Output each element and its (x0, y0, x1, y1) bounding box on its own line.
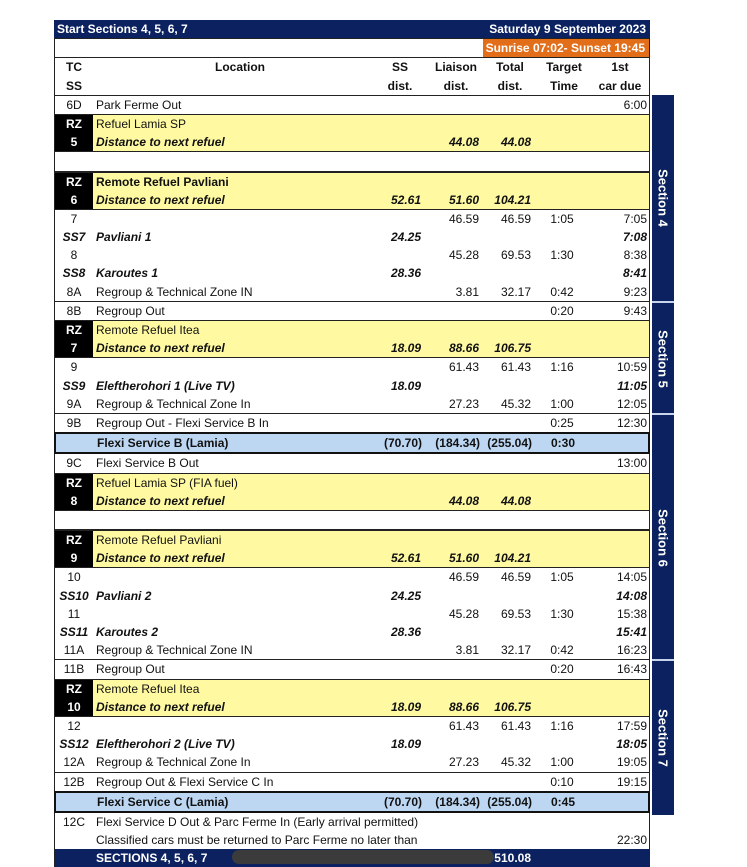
cell-tc: 9C (66, 456, 82, 471)
cell-due: 22:30 (616, 833, 647, 848)
cell-ss (377, 641, 421, 659)
cell-tot (485, 302, 531, 320)
cell-ss: (70.70) (383, 436, 422, 451)
cell-loc: Flexi Service C (Lamia) (97, 794, 229, 809)
cell-tc: 6D (66, 97, 82, 112)
cell-ss (377, 813, 421, 831)
cell-loc: Remote Refuel Itea (96, 323, 200, 337)
table-row (54, 454, 650, 472)
cell-tot: (255.04) (487, 794, 532, 809)
cell-tgt: 0:30 (550, 436, 576, 451)
cell-ss (377, 773, 421, 791)
cell-li: 88.66 (448, 699, 479, 714)
cell-ss (377, 210, 421, 228)
cell-li (429, 813, 479, 831)
cell-tgt: 1:00 (550, 755, 574, 770)
cell-due: 13:00 (616, 456, 647, 471)
cell-tc: 8A (66, 284, 82, 299)
cell-tot (485, 96, 531, 114)
cell-loc: Distance to next refuel (96, 551, 225, 566)
header-total: Total (496, 60, 524, 75)
section-label-text: Section 4 (655, 168, 671, 227)
refuel-row (54, 191, 650, 210)
table-row (54, 283, 650, 301)
cell-loc: Flexi Service B (Lamia) (97, 436, 229, 451)
table-row (54, 152, 650, 171)
cell-loc: Classified cars must be returned to Parc Ferme no later than (96, 833, 418, 848)
cell-tc: 9B (66, 415, 82, 430)
cell-tgt: 0:10 (550, 774, 574, 789)
cell-ss (377, 605, 421, 623)
cell-tgt (541, 813, 583, 831)
cell-tc: 11B (63, 662, 85, 677)
cell-li: 46.59 (448, 570, 479, 585)
cell-loc: Distance to next refuel (96, 192, 225, 207)
stage-row (54, 623, 650, 641)
cell-due: 14:05 (616, 570, 647, 585)
cell-tc: 5 (55, 133, 93, 151)
cell-tc: 7 (55, 339, 93, 357)
cell-due: 16:23 (616, 643, 647, 658)
cell-tc: SS8 (62, 266, 86, 281)
table-row (54, 568, 650, 586)
cell-tc: 9 (55, 549, 93, 567)
cell-tc: RZ (55, 531, 93, 549)
cell-tgt: 0:42 (550, 284, 574, 299)
cell-tc: SS11 (59, 625, 89, 639)
column-header-row-2 (54, 77, 650, 95)
cell-loc: Eleftherohori 1 (Live TV) (96, 378, 235, 393)
table-row (54, 358, 650, 376)
cell-due: 18:05 (616, 737, 647, 752)
flexi-service-row (54, 432, 650, 454)
cell-loc: Remote Refuel Pavliani (96, 533, 222, 548)
cell-tgt: 1:30 (550, 606, 574, 621)
cell-due: 17:59 (616, 718, 647, 733)
cell-loc: Flexi Service B Out (96, 456, 199, 471)
cell-li: 45.28 (448, 606, 479, 621)
refuel-row (54, 320, 650, 339)
cell-tot: 69.53 (500, 606, 531, 621)
cell-tc: RZ (55, 115, 93, 133)
table-row (54, 210, 650, 228)
cell-ss (377, 358, 421, 376)
section-label-6 (652, 413, 674, 661)
cell-tgt: 0:20 (550, 303, 574, 318)
cell-tc: 11 (67, 606, 81, 621)
cell-loc: Regroup Out & Flexi Service C In (96, 774, 274, 789)
cell-tot (485, 454, 531, 472)
table-row (54, 301, 650, 320)
cell-tc: 12 (67, 718, 81, 733)
cell-tot: 104.21 (494, 192, 531, 207)
cell-li (429, 414, 479, 432)
refuel-row (54, 549, 650, 568)
cell-tc: RZ (55, 680, 93, 698)
cell-ss (377, 454, 421, 472)
cell-loc: Karoutes 2 (96, 625, 159, 639)
cell-tc: 6 (55, 191, 93, 209)
cell-due: 19:05 (616, 755, 647, 770)
cell-tc: SS9 (62, 378, 86, 393)
refuel-row (54, 679, 650, 698)
cell-li: 27.23 (448, 396, 479, 411)
cell-li: 44.08 (448, 493, 479, 508)
cell-ss (377, 133, 421, 151)
cell-tot: 44.08 (500, 493, 531, 508)
cell-li (429, 831, 479, 849)
cell-tc: 10 (67, 570, 81, 585)
cell-li (429, 302, 479, 320)
table-row (54, 659, 650, 678)
cell-due: 15:41 (616, 625, 647, 639)
cell-tot: 510.08 (494, 851, 531, 866)
cell-loc: Regroup Out (96, 662, 165, 677)
cell-loc: SECTIONS 4, 5, 6, 7 (96, 851, 208, 866)
cell-tot: 69.53 (500, 248, 531, 263)
cell-tc: 12A (63, 755, 85, 770)
cell-due: 12:30 (616, 415, 647, 430)
event-date: Saturday 9 September 2023 (489, 22, 646, 36)
cell-tgt (541, 454, 583, 472)
cell-loc: Remote Refuel Itea (96, 681, 200, 696)
header-total-dist: dist. (497, 78, 523, 93)
cell-due: 6:00 (623, 97, 647, 112)
refuel-row (54, 133, 650, 152)
cell-tot: 46.59 (500, 570, 531, 585)
cell-li: 61.43 (448, 360, 479, 375)
cell-ss (377, 414, 421, 432)
cell-ss: 18.09 (390, 699, 421, 714)
cell-due: 14:08 (616, 588, 647, 603)
cell-due: 7:05 (623, 211, 647, 226)
cell-tgt: 1:00 (550, 396, 574, 411)
cell-tot: (255.04) (487, 436, 532, 451)
cell-tc: SS7 (62, 230, 86, 245)
cell-ss (377, 492, 421, 510)
cell-ss: 18.09 (390, 737, 421, 752)
cell-tc: RZ (55, 173, 93, 191)
cell-loc (96, 358, 386, 376)
cell-tgt: 1:16 (550, 718, 574, 733)
cell-ss (377, 717, 421, 735)
cell-tc (55, 831, 93, 849)
table-row (54, 246, 650, 264)
cell-loc: Regroup & Technical Zone IN (96, 643, 253, 658)
cell-ss (377, 568, 421, 586)
table-row (54, 831, 650, 849)
table-row (54, 813, 650, 831)
cell-li: 45.28 (448, 248, 479, 263)
cell-due: 7:08 (622, 230, 647, 245)
cell-loc: Distance to next refuel (96, 135, 225, 150)
cell-tgt: 1:05 (550, 211, 574, 226)
flexi-service-row (54, 791, 650, 813)
section-label-5 (652, 301, 674, 415)
cell-due: 12:05 (616, 396, 647, 411)
cell-due: 10:59 (616, 360, 647, 375)
cell-tc: 11A (63, 643, 85, 658)
header-ss: SS (391, 60, 408, 75)
cell-due: 9:23 (623, 284, 647, 299)
refuel-row (54, 530, 650, 549)
cell-tot: 32.17 (500, 643, 531, 658)
cell-tot: 61.43 (500, 360, 531, 375)
refuel-row (54, 698, 650, 717)
cell-loc (96, 605, 386, 623)
cell-ss: 52.61 (390, 551, 421, 566)
cell-loc: Pavliani 1 (96, 230, 152, 245)
table-row (54, 641, 650, 659)
stage-row (54, 377, 650, 395)
cell-loc (96, 568, 386, 586)
cell-loc: Distance to next refuel (96, 493, 225, 508)
cell-tot: 46.59 (500, 211, 531, 226)
cell-tot: 44.08 (500, 135, 531, 150)
cell-loc (96, 246, 386, 264)
cell-tc: 12C (62, 814, 85, 829)
cell-li: 27.23 (448, 755, 479, 770)
cell-tc (55, 849, 93, 867)
cell-ss: 28.36 (390, 266, 421, 281)
cell-ss: 18.09 (390, 378, 421, 393)
section-label-text: Section 5 (655, 329, 671, 388)
cell-tgt: 0:25 (550, 415, 574, 430)
cell-tgt (541, 96, 583, 114)
refuel-row (54, 172, 650, 191)
cell-ss: 24.25 (390, 230, 421, 245)
cell-tc (56, 434, 94, 452)
refuel-row (54, 492, 650, 511)
stage-row (54, 735, 650, 753)
cell-ss: 28.36 (390, 625, 421, 639)
title-bar (54, 20, 650, 38)
table-row (54, 753, 650, 771)
section-label-4 (652, 95, 674, 301)
cell-due (591, 813, 647, 831)
stage-row (54, 587, 650, 605)
cell-li: 44.08 (448, 135, 479, 150)
cell-tot (485, 660, 531, 678)
header-ss-dist: dist. (387, 78, 413, 93)
cell-ss: 18.09 (390, 341, 421, 356)
cell-tot (485, 773, 531, 791)
header-target-time: Time (550, 78, 578, 93)
cell-due: 9:43 (623, 303, 647, 318)
cell-tc: 10 (55, 698, 93, 716)
cell-tot: 45.32 (500, 755, 531, 770)
cell-tc: RZ (55, 474, 93, 492)
cell-tc: 8 (70, 248, 78, 263)
cell-tc (56, 793, 94, 811)
cell-li: 51.60 (448, 551, 479, 566)
header-liaison: Liaison (434, 60, 477, 75)
header-car-due: car due (598, 78, 642, 93)
cell-due: 19:15 (616, 774, 647, 789)
table-row (54, 511, 650, 530)
scroll-indicator[interactable] (232, 850, 494, 864)
cell-loc: Regroup & Technical Zone In (96, 396, 251, 411)
cell-ss: 24.25 (390, 588, 421, 603)
cell-tc: 8B (66, 303, 82, 318)
refuel-row (54, 339, 650, 358)
cell-tgt: 1:05 (550, 570, 574, 585)
cell-loc: Distance to next refuel (96, 341, 225, 356)
cell-li (429, 96, 479, 114)
header-tc: TC (66, 60, 82, 75)
cell-tgt (541, 849, 583, 867)
cell-tgt: 1:30 (550, 248, 574, 263)
cell-due: 8:41 (622, 266, 647, 281)
cell-li: (184.34) (435, 794, 480, 809)
cell-due (591, 849, 647, 867)
cell-tot (485, 831, 531, 849)
cell-ss (377, 395, 421, 413)
cell-tot: 61.43 (500, 718, 531, 733)
cell-loc: Karoutes 1 (96, 266, 159, 281)
cell-tot (485, 813, 531, 831)
cell-li (429, 454, 479, 472)
header-ss-label: SS (65, 78, 82, 93)
cell-loc: Pavliani 2 (96, 588, 152, 603)
cell-tgt: 0:20 (550, 662, 574, 677)
header-target: Target (546, 60, 582, 75)
cell-tot: 32.17 (500, 284, 531, 299)
cell-ss (377, 831, 421, 849)
section-label-text: Section 7 (655, 709, 671, 768)
table-row (54, 772, 650, 791)
cell-ss (377, 753, 421, 771)
itinerary-rows (54, 95, 650, 867)
cell-ss: 52.61 (390, 192, 421, 207)
cell-li (429, 773, 479, 791)
cell-ss (377, 246, 421, 264)
stage-row (54, 264, 650, 282)
cell-due: 8:38 (623, 248, 647, 263)
cell-tot (485, 414, 531, 432)
stage-row (54, 228, 650, 246)
cell-ss (377, 302, 421, 320)
cell-loc (96, 717, 386, 735)
cell-ss (377, 660, 421, 678)
cell-tc: SS12 (59, 737, 89, 752)
cell-loc: Park Ferme Out (96, 97, 182, 112)
cell-loc: Regroup Out (96, 303, 165, 318)
cell-loc: Regroup & Technical Zone In (96, 755, 251, 770)
section-label-text: Section 6 (655, 509, 671, 568)
cell-tot: 45.32 (500, 396, 531, 411)
table-row (54, 395, 650, 413)
cell-loc: Eleftherohori 2 (Live TV) (96, 737, 235, 752)
cell-tot: 104.21 (494, 551, 531, 566)
itinerary-title: Start Sections 4, 5, 6, 7 (57, 22, 188, 36)
cell-loc: Regroup Out - Flexi Service B In (96, 415, 269, 430)
cell-tc: SS10 (59, 588, 89, 603)
cell-li: 3.81 (455, 284, 479, 299)
cell-tgt: 0:45 (550, 794, 576, 809)
cell-tc: 9 (70, 360, 78, 375)
table-row (54, 717, 650, 735)
cell-due: 15:38 (616, 606, 647, 621)
cell-due: 16:43 (616, 662, 647, 677)
sun-times: Sunrise 07:02- Sunset 19:45 (483, 39, 649, 57)
cell-li: 3.81 (455, 643, 479, 658)
cell-loc: Distance to next refuel (96, 699, 225, 714)
cell-tc: 7 (70, 211, 78, 226)
header-location: Location (215, 60, 265, 75)
cell-li: 51.60 (448, 192, 479, 207)
cell-loc: Flexi Service D Out & Parc Ferme In (Early arrival permitted) (96, 814, 419, 829)
cell-tc: 8 (55, 492, 93, 510)
column-header-row-1 (54, 57, 650, 76)
cell-li: 46.59 (448, 211, 479, 226)
cell-due (592, 793, 648, 811)
cell-ss: (70.70) (383, 794, 422, 809)
cell-tc: 12B (63, 774, 85, 789)
cell-tc: RZ (55, 321, 93, 339)
table-row (54, 95, 650, 114)
cell-tot: 106.75 (494, 341, 531, 356)
cell-loc (96, 210, 386, 228)
cell-loc: Remote Refuel Pavliani (96, 174, 229, 189)
header-liaison-dist: dist. (443, 78, 469, 93)
section-label-7 (652, 659, 674, 815)
refuel-row (54, 114, 650, 133)
cell-li: (184.34) (435, 436, 480, 451)
cell-tc: 9A (66, 396, 82, 411)
cell-li (429, 660, 479, 678)
cell-loc: Refuel Lamia SP (FIA fuel) (96, 475, 238, 490)
sun-times-row (54, 38, 650, 57)
cell-tgt: 0:42 (550, 643, 574, 658)
cell-tot: 106.75 (494, 699, 531, 714)
itinerary-sheet (54, 20, 650, 867)
cell-tgt: 1:16 (550, 360, 574, 375)
cell-tgt (541, 831, 583, 849)
cell-loc: Refuel Lamia SP (96, 116, 187, 131)
cell-li: 61.43 (448, 718, 479, 733)
header-due: 1st (611, 60, 629, 75)
cell-li: 88.66 (448, 341, 479, 356)
cell-ss (377, 283, 421, 301)
cell-loc: Regroup & Technical Zone IN (96, 284, 253, 299)
refuel-row (54, 473, 650, 492)
cell-due (592, 434, 648, 452)
cell-ss (377, 96, 421, 114)
table-row (54, 605, 650, 623)
table-row (54, 413, 650, 432)
cell-due: 11:05 (617, 378, 647, 393)
